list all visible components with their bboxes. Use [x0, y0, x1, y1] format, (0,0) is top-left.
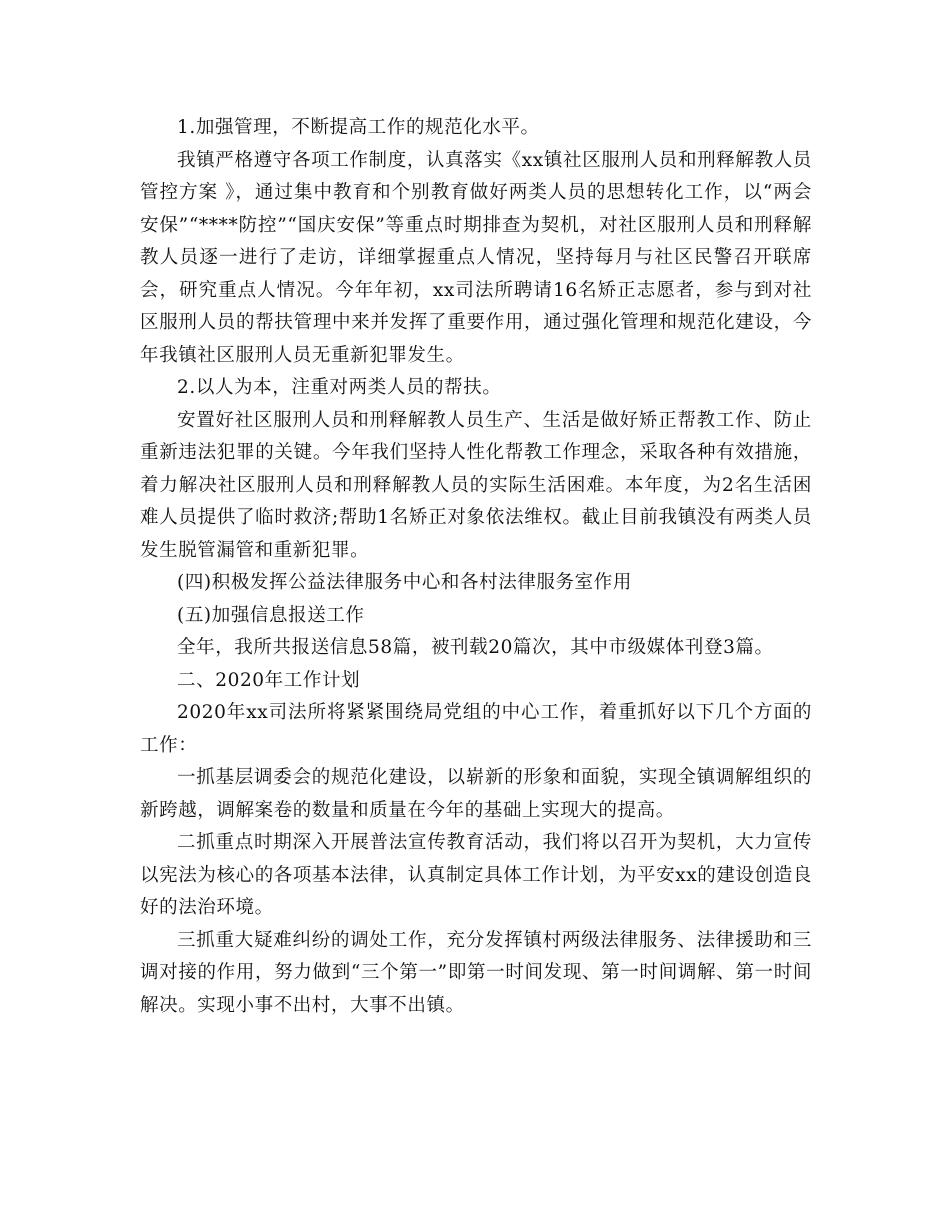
paragraph-5: (四)积极发挥公益法律服务中心和各村法律服务室作用 — [177, 572, 632, 593]
paragraph-4: 安置好社区服刑人员和刑释解教人员生产、生活是做好矫正帮教工作、防止重新违法犯罪的关键。今年我们坚持人性化帮教工作理念，采取各种有效措施，着力解决社区服刑人员和刑释解教人员的实际生活困难。本年度，为2名生活困难人员提供了临时救济;帮助1名矫正对象依法维权。截止目前我镇没有两类人员发生脱管漏管和重新犯罪。 — [140, 409, 812, 561]
paragraph-8: 二、2020年工作计划 — [177, 669, 361, 691]
paragraph-2: 我镇严格遵守各项工作制度，认真落实《xx镇社区服刑人员和刑释解教人员管控方案 》，通过集中教育和个别教育做好两类人员的思想转化工作，以“两会安保”“****防控”“国庆安保”等重点时期排查为契机，对社区服刑人员和刑释解教人员逐一进行了走访，详细掌握重点人情况，坚持每月与社区民警召开联席会，研究重点人情况。今年年初，xx司法所聘请16名矫正志愿者，参与到对社区服刑人员的帮扶管理中来并发挥了重要作用，通过强化管理和规范化建设，今年我镇社区服刑人员无重新犯罪发生。 — [140, 149, 812, 366]
paragraph-3: 2.以人为本，注重对两类人员的帮扶。 — [177, 377, 502, 398]
paragraph-9: 2020年xx司法所将紧紧围绕局党组的中心工作，着重抓好以下几个方面的工作： — [140, 702, 812, 756]
paragraph-10: 一抓基层调委会的规范化建设，以崭新的形象和面貌，实现全镇调解组织的新跨越，调解案卷的数量和质量在今年的基础上实现大的提高。 — [140, 767, 812, 821]
paragraph-1: 1.加强管理，不断提高工作的规范化水平。 — [177, 117, 540, 138]
paragraph-12: 三抓重大疑难纠纷的调处工作，充分发挥镇村两级法律服务、法律援助和三调对接的作用，努力做到“三个第一”即第一时间发现、第一时间调解、第一时间解决。实现小事不出村，大事不出镇。 — [140, 929, 812, 1016]
document-body — [140, 112, 812, 1022]
paragraph-6: (五)加强信息报送工作 — [177, 604, 365, 626]
paragraph-7: 全年，我所共报送信息58篇，被刊载20篇次，其中市级媒体刊登3篇。 — [177, 637, 774, 658]
paragraph-11: 二抓重点时期深入开展普法宣传教育活动，我们将以召开为契机，大力宣传以宪法为核心的各项基本法律，认真制定具体工作计划，为平安xx的建设创造良好的法治环境。 — [140, 832, 812, 918]
